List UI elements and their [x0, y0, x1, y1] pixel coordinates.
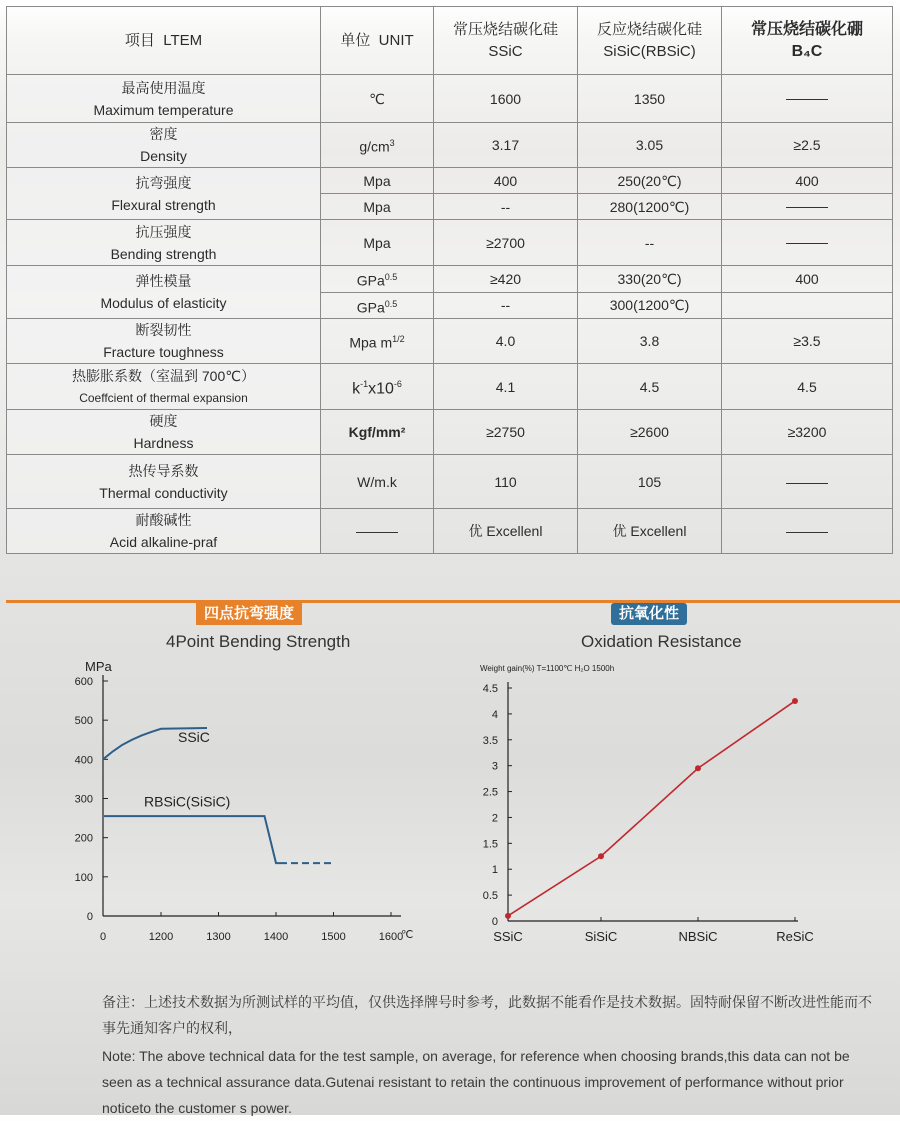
- header-b4c: 常压烧结碳化硼 B₄C: [722, 7, 893, 75]
- y-tick-label: 400: [74, 754, 93, 767]
- table-row: [7, 410, 893, 455]
- sisic-cell: 优 Excellenl: [578, 509, 722, 554]
- property-name: 抗压强度 Bending strength: [7, 220, 321, 266]
- y-tick-label: 3: [491, 760, 498, 773]
- properties-table: [6, 6, 892, 552]
- unit-cell: W/m.k: [321, 455, 434, 509]
- table-header-row: [7, 7, 893, 75]
- caption: Weight gain(%) T=1100℃ H₂O 1500h: [480, 664, 615, 673]
- property-name: 抗弯强度 Flexural strength: [7, 168, 321, 220]
- bending-strength-chart: [50, 650, 440, 950]
- unit-cell: Mpa: [321, 194, 434, 220]
- property-name: 热传导系数 Thermal conductivity: [7, 455, 321, 509]
- table-row: [7, 123, 893, 168]
- sisic-cell: 4.5: [578, 364, 722, 410]
- sisic-cell: ≥2600: [578, 410, 722, 455]
- header-unit: 单位 UNIT: [321, 7, 434, 75]
- section-divider: [6, 600, 900, 603]
- b4c-cell: 400: [722, 266, 893, 293]
- oxidation-chart-title: Oxidation Resistance: [581, 632, 742, 651]
- data-point: [505, 913, 511, 919]
- sisic-cell: 3.8: [578, 319, 722, 364]
- unit-cell: GPa$^{0.5}$: [321, 292, 434, 319]
- b4c-cell: [722, 194, 893, 220]
- ssic-cell: 优 Excellenl: [434, 509, 578, 554]
- b4c-cell: 4.5: [722, 364, 893, 410]
- bending-chart-title: 4Point Bending Strength: [166, 632, 351, 651]
- ssic-cell: 400: [434, 168, 578, 194]
- table-row: [7, 319, 893, 364]
- ssic-cell: 110: [434, 455, 578, 509]
- y-tick-label: 1: [491, 864, 498, 877]
- unit-cell: Mpa: [321, 168, 434, 194]
- b4c-cell: [722, 292, 893, 319]
- property-name: 断裂韧性 Fracture toughness: [7, 319, 321, 364]
- dash-mark: [356, 532, 398, 533]
- unit-cell: Kgf/mm²: [321, 410, 434, 455]
- y-tick-label: 100: [74, 871, 93, 884]
- x-tick-label: 1400: [263, 931, 289, 943]
- x-tick-label: NBSiC: [678, 929, 718, 944]
- table-row: [7, 168, 893, 194]
- table-row: [7, 455, 893, 509]
- unit-cell: Mpa: [321, 220, 434, 266]
- ssic-cell: 3.17: [434, 123, 578, 168]
- y-tick-label: 0: [491, 916, 498, 928]
- b4c-cell: ≥3.5: [722, 319, 893, 364]
- table-row: [7, 266, 893, 293]
- b4c-cell: ≥2.5: [722, 123, 893, 168]
- b4c-cell: 400: [722, 168, 893, 194]
- table-row: [7, 220, 893, 266]
- dash-mark: [786, 99, 828, 100]
- x-tick-label: SSiC: [493, 929, 523, 944]
- unit-cell: Mpa $m^{1/2}$: [321, 319, 434, 364]
- sisic-cell: --: [578, 220, 722, 266]
- unit-cell: [321, 509, 434, 554]
- property-name: 热膨胀系数（室温到 700℃） Coeffcient of thermal expansion: [7, 364, 321, 410]
- x-tick-label: 1500: [321, 931, 346, 943]
- y-tick-label: 200: [74, 832, 93, 845]
- sisic-cell: 330(20℃): [578, 266, 722, 293]
- y-tick-label: 3.5: [482, 734, 498, 747]
- data-point: [792, 698, 798, 704]
- y-tick-label: 1.5: [482, 838, 498, 851]
- unit-cell: GPa$^{0.5}$: [321, 266, 434, 293]
- data-point: [598, 853, 604, 859]
- ssic-cell: 4.1: [434, 364, 578, 410]
- x-tick-label: 0: [99, 931, 107, 943]
- x-axis-unit: ℃: [401, 929, 414, 941]
- y-tick-label: 2.5: [482, 786, 498, 799]
- sisic-cell: 250(20℃): [578, 168, 722, 194]
- y-tick-label: 300: [74, 793, 93, 806]
- y-tick-label: 0: [86, 911, 93, 923]
- b4c-cell: [722, 75, 893, 123]
- sisic-cell: 300(1200℃): [578, 292, 722, 319]
- sisic-cell: 280(1200℃): [578, 194, 722, 220]
- bending-chart-tag: 四点抗弯强度: [196, 603, 302, 625]
- oxidation-chart: [470, 655, 820, 955]
- header-ssic: 常压烧结碳化硅 SSiC: [434, 7, 578, 75]
- table-row: [7, 364, 893, 410]
- y-tick-label: 600: [74, 676, 93, 688]
- unit-cell: $g/cm^3$: [321, 123, 434, 168]
- sisic-cell: 1350: [578, 75, 722, 123]
- b4c-cell: ≥3200: [722, 410, 893, 455]
- dash-mark: [786, 207, 828, 208]
- dash-mark: [786, 483, 828, 484]
- ssic-cell: 1600: [434, 75, 578, 123]
- x-tick-label: 1300: [206, 931, 231, 943]
- sisic-cell: 105: [578, 455, 722, 509]
- property-name: 最高使用温度 Maximum temperature: [7, 75, 321, 123]
- oxidation-line: [508, 701, 795, 916]
- y-tick-label: 4.5: [482, 683, 498, 695]
- sisic-cell: 3.05: [578, 123, 722, 168]
- x-tick-label: 1200: [148, 931, 174, 943]
- y-axis-label: MPa: [85, 659, 112, 674]
- note-chinese: 备注：上述技术数据为所测试样的平均值，仅供选择牌号时参考，此数据不能看作是技术数据。固特耐保留不断改进性能而不事先通知客户的权利，: [102, 994, 872, 1036]
- ssic-cell: ≥420: [434, 266, 578, 293]
- ssic-label: SSiC: [178, 728, 210, 745]
- b4c-cell: [722, 220, 893, 266]
- rbsic-line: [104, 816, 280, 863]
- y-tick-label: 4: [491, 708, 498, 721]
- unit-cell: ℃: [321, 75, 434, 123]
- ssic-cell: ≥2700: [434, 220, 578, 266]
- x-tick-label: 1600: [378, 931, 404, 943]
- dash-mark: [786, 243, 828, 244]
- table-row: [7, 509, 893, 554]
- b4c-cell: [722, 509, 893, 554]
- rbsic-label: RBSiC(SiSiC): [144, 793, 231, 810]
- y-tick-label: 2: [491, 812, 498, 825]
- data-point: [695, 765, 701, 771]
- b4c-cell: [722, 455, 893, 509]
- unit-cell: $k^{-1}x10^{-6}$: [321, 364, 434, 410]
- ssic-cell: 4.0: [434, 319, 578, 364]
- ssic-cell: --: [434, 292, 578, 319]
- ssic-cell: ≥2750: [434, 410, 578, 455]
- header-item: 项目 LTEM: [7, 7, 321, 75]
- table-row: [7, 75, 893, 123]
- oxidation-chart-tag: 抗氧化性: [611, 603, 687, 625]
- x-tick-label: ReSiC: [776, 929, 814, 944]
- dash-mark: [786, 532, 828, 533]
- header-sisic: 反应烧结碳化硅 SiSiC(RBSiC): [578, 7, 722, 75]
- property-name: 硬度 Hardness: [7, 410, 321, 455]
- property-name: 弹性模量 Modulus of elasticity: [7, 266, 321, 319]
- y-tick-label: 0.5: [482, 890, 498, 903]
- property-name: 密度 Density: [7, 123, 321, 168]
- y-tick-label: 500: [74, 715, 93, 728]
- x-tick-label: SiSiC: [584, 929, 618, 944]
- ssic-cell: --: [434, 194, 578, 220]
- property-name: 耐酸碱性 Acid alkaline-praf: [7, 509, 321, 554]
- note-english: Note: The above technical data for the test sample, on average, for reference when choosing brands,this data can not be seen as a technical assurance data.Gutenai resistant to retain the continuous improvement of performance without prior noticeto the customer s power.: [102, 1048, 850, 1116]
